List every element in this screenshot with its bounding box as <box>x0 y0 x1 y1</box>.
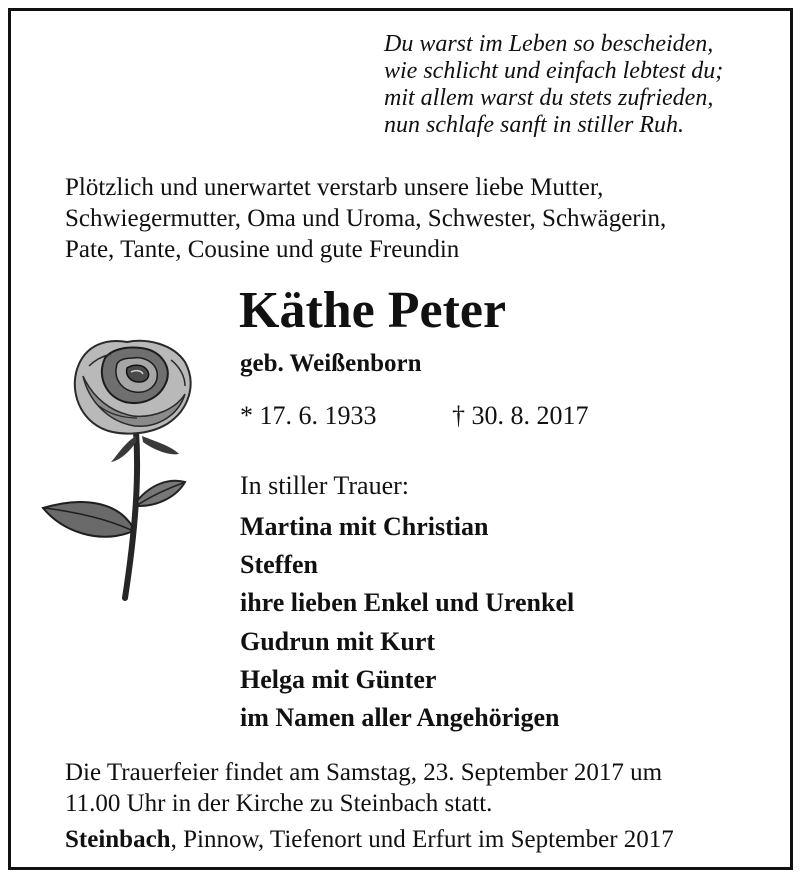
poem-line: nun schlafe sanft in stiller Ruh. <box>384 112 684 138</box>
birth-name: geb. Weißenborn <box>240 350 422 377</box>
mourner-entry: Steffen <box>240 550 318 580</box>
poem-line: wie schlicht und einfach lebtest du; <box>384 58 724 84</box>
mourner-entry: ihre lieben Enkel und Urenkel <box>240 588 575 618</box>
mourners-list <box>240 508 574 737</box>
intro-text <box>65 172 666 265</box>
funeral-line: Die Trauerfeier findet am Samstag, 23. September 2017 um <box>65 759 663 786</box>
intro-line: Schwiegermutter, Oma und Uroma, Schwester, Schwägerin, <box>65 205 667 232</box>
funeral-info <box>65 757 662 819</box>
mourner-entry: im Namen aller Angehörigen <box>240 703 560 733</box>
mourning-heading: In stiller Trauer: <box>240 471 409 500</box>
deceased-name: Käthe Peter <box>239 282 507 339</box>
obituary-frame <box>8 8 793 870</box>
rose-icon <box>39 336 209 601</box>
intro-line: Pate, Tante, Cousine und gute Freundin <box>65 236 460 263</box>
funeral-line: 11.00 Uhr in der Kirche zu Steinbach statt. <box>65 790 493 817</box>
mourner-entry: Gudrun mit Kurt <box>240 626 436 656</box>
poem-line: mit allem warst du stets zufrieden, <box>384 85 714 111</box>
closing-line <box>65 824 674 855</box>
death-date: † 30. 8. 2017 <box>452 401 589 430</box>
poem-line: Du warst im Leben so bescheiden, <box>384 31 714 57</box>
closing-place: Steinbach <box>65 826 171 853</box>
intro-line: Plötzlich und unerwartet verstarb unsere liebe Mutter, <box>65 174 604 201</box>
mourner-entry: Helga mit Günter <box>240 664 437 694</box>
closing-rest: , Pinnow, Tiefenort und Erfurt im September 2017 <box>170 826 674 853</box>
poem <box>384 31 723 139</box>
mourner-entry: Martina mit Christian <box>240 512 489 541</box>
birth-date: * 17. 6. 1933 <box>240 401 377 430</box>
